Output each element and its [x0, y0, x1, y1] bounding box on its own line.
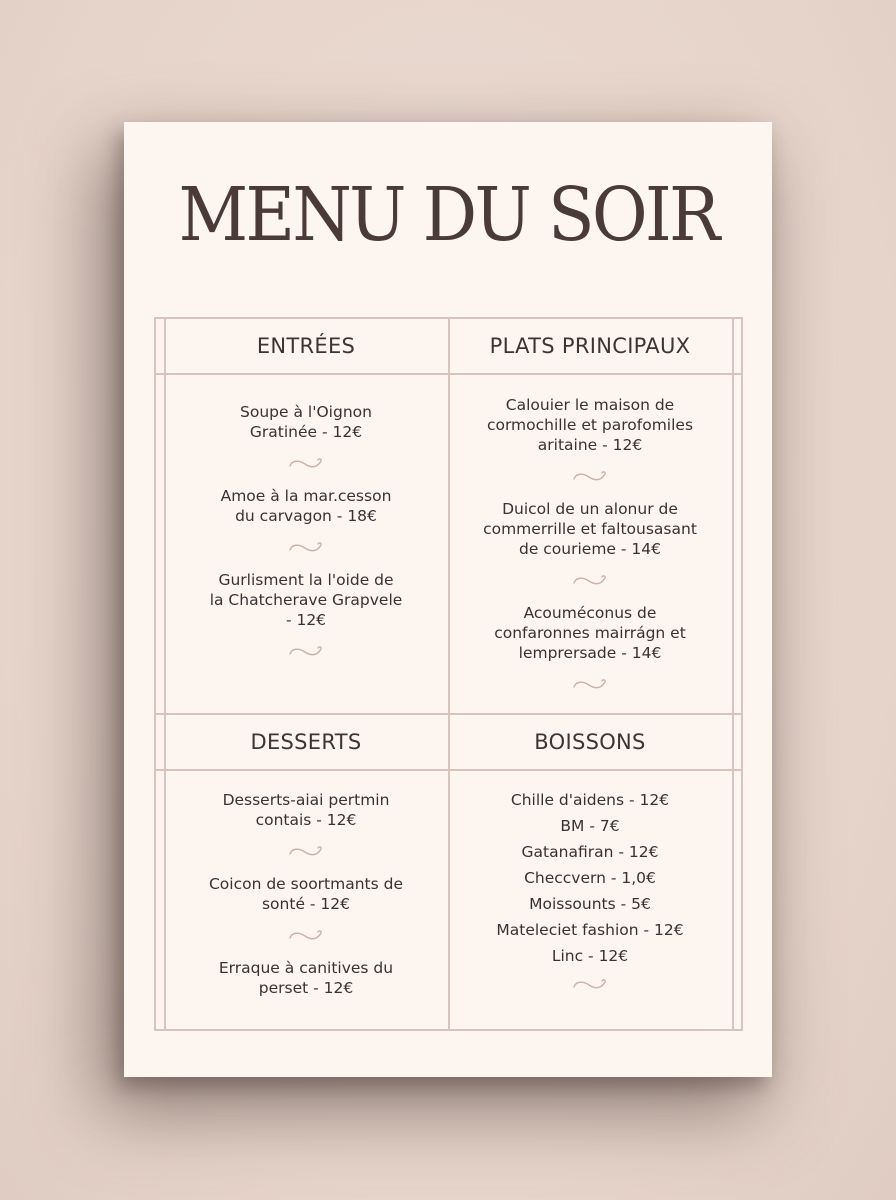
item-line: Calouier le maison de [505, 396, 675, 414]
frame-outer-right [741, 317, 743, 1030]
swirl-ornament-icon [287, 644, 325, 658]
item-line: Acouméconus de [523, 604, 657, 622]
swirl-ornament-icon [571, 677, 609, 691]
frame-header-rule-top [154, 373, 743, 375]
section-desserts-items [164, 790, 448, 998]
menu-item [164, 874, 448, 914]
item-line: Coicon de soortmants de [208, 875, 404, 893]
item-line: du carvagon - 18€ [235, 507, 377, 525]
section-heading-desserts: DESSERTS [250, 730, 362, 754]
menu-item [164, 958, 448, 998]
item-line: confaronnes mairrágn et [494, 624, 686, 642]
menu-item: Moissounts - 5€ [529, 895, 651, 913]
swirl-ornament-icon [571, 573, 609, 587]
menu-item [164, 486, 448, 526]
menu-title: MENU DU SOIR [178, 172, 718, 258]
menu-item [448, 603, 732, 663]
frame-inner-right [732, 317, 734, 1030]
menu-item: Mateleciet fashion - 12€ [496, 921, 684, 939]
swirl-ornament-icon [571, 977, 609, 991]
menu-item: Linc - 12€ [551, 947, 629, 965]
menu-item: Chille d'aidens - 12€ [510, 791, 670, 809]
item-line: Desserts-aiai pertmin [222, 791, 390, 809]
menu-item [448, 395, 732, 455]
frame-bottom [154, 1029, 743, 1031]
item-line: Erraque à canitives du [218, 959, 394, 977]
section-boissons-items [448, 787, 732, 1007]
section-heading-plats: PLATS PRINCIPAUX [489, 334, 691, 358]
frame-outer-left [154, 317, 156, 1030]
swirl-ornament-icon [287, 844, 325, 858]
menu-item: Gatanafiran - 12€ [521, 843, 659, 861]
swirl-ornament-icon [287, 928, 325, 942]
frame-middle-rule [154, 713, 743, 715]
menu-item [164, 790, 448, 830]
item-line: de courieme - 14€ [518, 540, 661, 558]
item-line: la Chatcherave Grapvele [209, 591, 403, 609]
section-heading-entrees: ENTRÉES [256, 334, 356, 358]
menu-item: BM - 7€ [560, 817, 620, 835]
swirl-ornament-icon [571, 469, 609, 483]
item-line: Amoe à la mar.cesson [220, 487, 392, 505]
swirl-ornament-icon [287, 456, 325, 470]
item-line: aritaine - 12€ [537, 436, 643, 454]
section-entrees-items [164, 402, 448, 674]
menu-item [448, 499, 732, 559]
item-line: sonté - 12€ [261, 895, 351, 913]
item-line: perset - 12€ [258, 979, 354, 997]
item-line: cormochille et parofomiles [486, 416, 694, 434]
item-line: Gratinée - 12€ [249, 423, 363, 441]
item-line: commerrille et faltousasant [483, 520, 697, 538]
item-line: Duicol de un alonur de [502, 500, 678, 518]
menu-item [164, 402, 448, 442]
menu-item: Checcvern - 1,0€ [524, 869, 656, 887]
section-plats-items [448, 395, 732, 707]
frame-header-rule-bottom [154, 769, 743, 771]
section-heading-boissons: BOISSONS [534, 730, 646, 754]
swirl-ornament-icon [287, 540, 325, 554]
menu-item [164, 570, 448, 630]
item-line: contais - 12€ [255, 811, 357, 829]
item-line: lemprersade - 14€ [518, 644, 662, 662]
frame-top [154, 317, 743, 319]
item-line: Gurlisment la l'oide de [218, 571, 394, 589]
item-line: - 12€ [285, 611, 327, 629]
item-line: Soupe à l'Oignon [240, 403, 372, 421]
